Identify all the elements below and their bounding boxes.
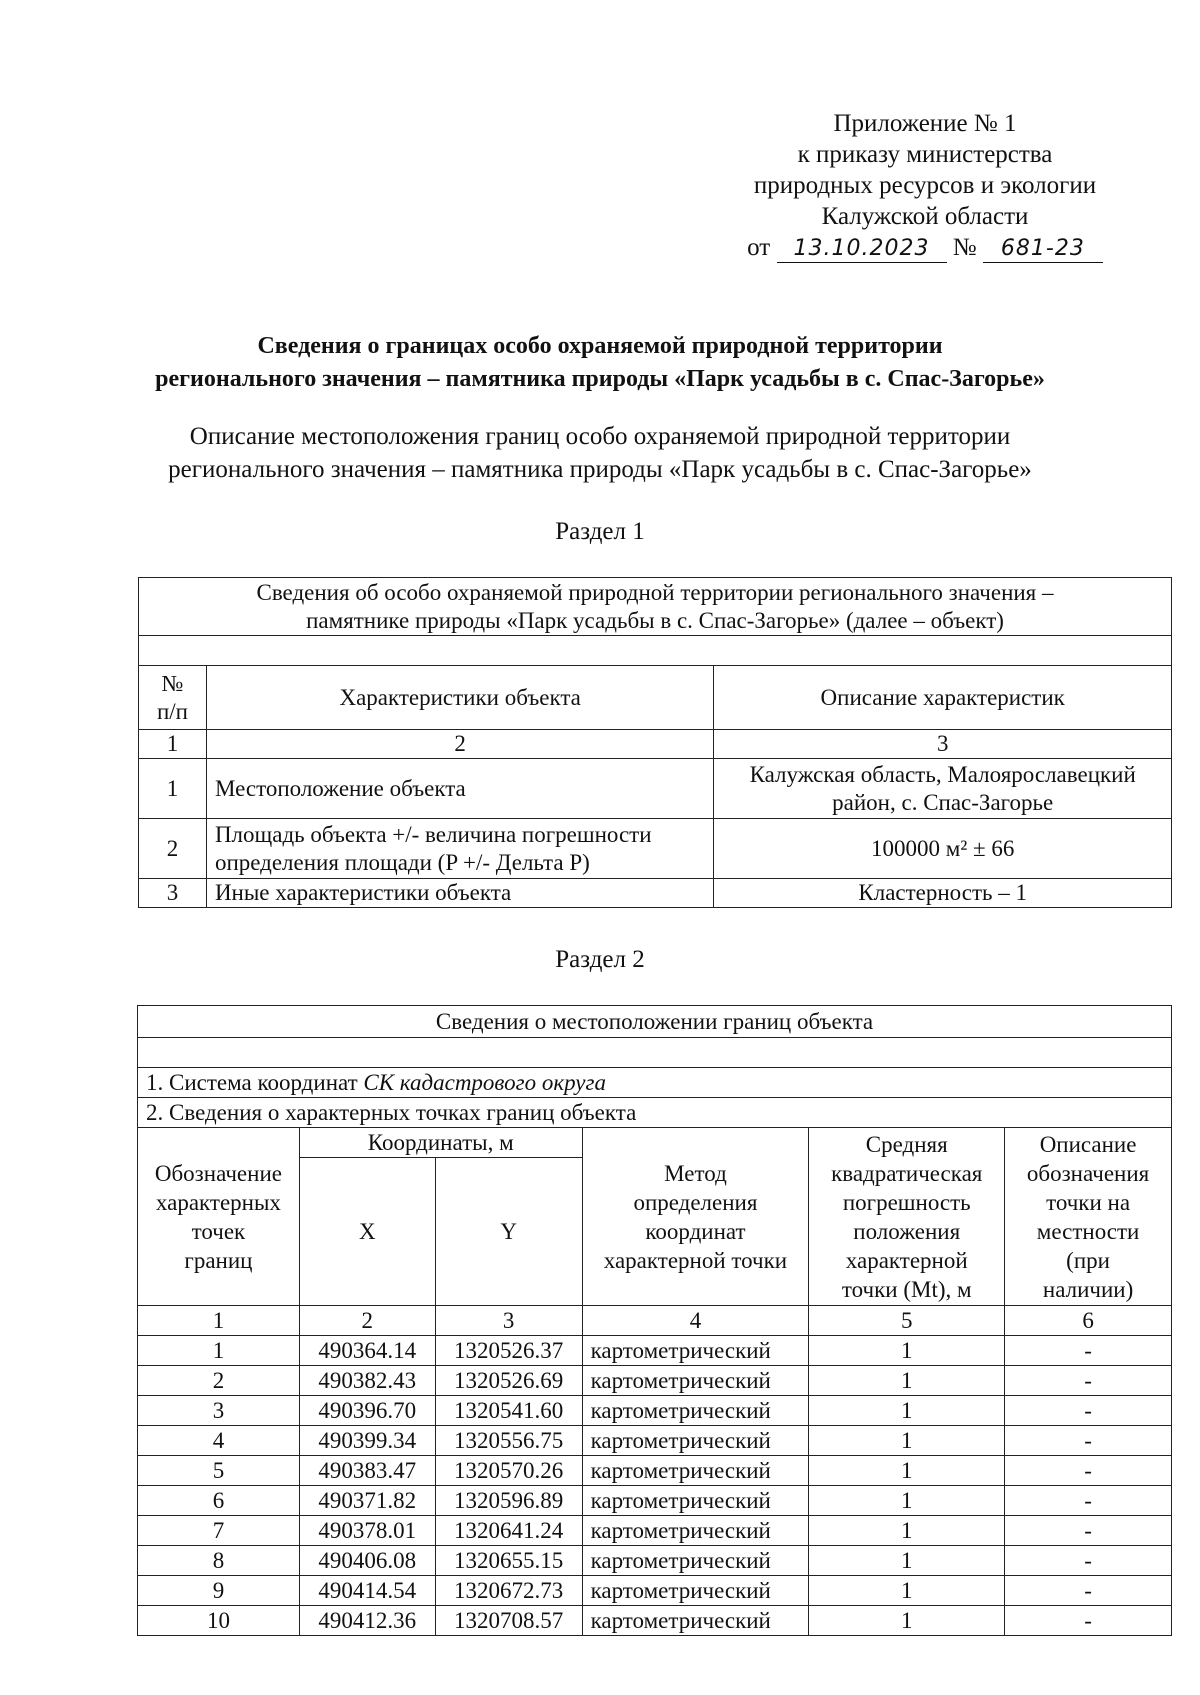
- header-text: погрешность: [842, 1189, 971, 1215]
- header-text: (при: [1066, 1247, 1110, 1273]
- header-text: точек: [191, 1218, 246, 1244]
- x-coordinate-cell: 490364.14: [299, 1336, 435, 1366]
- x-coordinate-cell: 490406.08: [299, 1546, 435, 1576]
- y-coordinate-cell: 1320570.26: [435, 1456, 582, 1486]
- section-2-caption-row: [138, 1006, 1172, 1038]
- table-row: [138, 1546, 1172, 1576]
- header-text: местности: [1036, 1218, 1140, 1244]
- section-1-header-row: [139, 666, 1172, 730]
- table-row: [139, 879, 1172, 908]
- empty-row: [138, 1038, 1172, 1068]
- title-line-1: Сведения о границах особо охраняемой природной территории: [257, 333, 943, 359]
- table-row: [138, 1426, 1172, 1456]
- section-1-caption-row: [139, 578, 1172, 636]
- section-1-table: [138, 577, 1172, 908]
- empty-row: [139, 636, 1172, 666]
- x-coordinate-cell: 490382.43: [299, 1366, 435, 1396]
- order-reference: [735, 232, 1115, 263]
- error-cell: 1: [809, 1456, 1005, 1486]
- point-id-cell: 10: [138, 1606, 300, 1636]
- note-cell: -: [1005, 1516, 1172, 1546]
- description-text: район, с. Спас-Загорье: [832, 789, 1054, 815]
- header-text: обозначения: [1026, 1160, 1150, 1186]
- coordinate-system-name: СК кадастрового округа: [363, 1070, 606, 1095]
- error-cell: 1: [809, 1396, 1005, 1426]
- description-line-1: Описание местоположения границ особо охраняемой природной территории: [189, 423, 1011, 450]
- note-cell: -: [1005, 1456, 1172, 1486]
- col-coordinates-header: Координаты, м: [299, 1128, 582, 1158]
- col-number-header: [139, 666, 207, 730]
- x-coordinate-cell: 490399.34: [299, 1426, 435, 1456]
- note-cell: -: [1005, 1366, 1172, 1396]
- method-cell: картометрический: [582, 1456, 809, 1486]
- x-coordinate-cell: 490378.01: [299, 1516, 435, 1546]
- y-coordinate-cell: 1320556.75: [435, 1426, 582, 1456]
- y-coordinate-cell: 1320526.69: [435, 1366, 582, 1396]
- error-cell: 1: [809, 1516, 1005, 1546]
- point-id-cell: 6: [138, 1486, 300, 1516]
- handwritten-order-date: 13.10.2023: [777, 236, 947, 263]
- note-cell: -: [1005, 1486, 1172, 1516]
- method-cell: картометрический: [582, 1396, 809, 1426]
- table-row: [138, 1396, 1172, 1426]
- description-heading: [0, 420, 1200, 486]
- col-designation-header: [138, 1128, 300, 1306]
- annex-header: [735, 108, 1115, 263]
- y-coordinate-cell: 1320655.15: [435, 1546, 582, 1576]
- method-cell: картометрический: [582, 1426, 809, 1456]
- y-coordinate-cell: 1320641.24: [435, 1516, 582, 1546]
- description-text: Калужская область, Малоярославецкий: [749, 761, 1136, 787]
- point-id-cell: 5: [138, 1456, 300, 1486]
- table-row: [138, 1456, 1172, 1486]
- annex-line-4: Калужской области: [821, 203, 1029, 230]
- note-cell: -: [1005, 1426, 1172, 1456]
- table-row: [138, 1336, 1172, 1366]
- points-heading: 2. Сведения о характерных точках границ объекта: [138, 1098, 1172, 1128]
- description-line-2: регионального значения – памятника природы «Парк усадьбы в с. Спас-Загорье»: [168, 456, 1032, 483]
- note-cell: -: [1005, 1576, 1172, 1606]
- column-number-row: [139, 730, 1172, 759]
- document-title: [0, 330, 1200, 396]
- header-text: квадратическая: [831, 1160, 983, 1186]
- error-cell: 1: [809, 1426, 1005, 1456]
- point-id-cell: 8: [138, 1546, 300, 1576]
- method-cell: картометрический: [582, 1606, 809, 1636]
- column-number: 2: [299, 1306, 435, 1336]
- points-table-body: [138, 1336, 1172, 1636]
- table-row: [138, 1606, 1172, 1636]
- from-prefix: от: [747, 234, 771, 261]
- coordinate-system-prefix: 1. Система координат: [146, 1070, 364, 1095]
- note-cell: -: [1005, 1606, 1172, 1636]
- y-coordinate-cell: 1320541.60: [435, 1396, 582, 1426]
- method-cell: картометрический: [582, 1366, 809, 1396]
- number-prefix: №: [952, 234, 977, 261]
- header-text: определения: [633, 1189, 758, 1215]
- coordinate-system-row: [138, 1068, 1172, 1098]
- error-cell: 1: [809, 1576, 1005, 1606]
- section-2-header-row: [138, 1128, 1172, 1158]
- characteristic-text: Местоположение объекта: [214, 775, 466, 801]
- error-cell: 1: [809, 1486, 1005, 1516]
- table-row: [139, 759, 1172, 819]
- header-text: наличии): [1042, 1276, 1134, 1302]
- description-cell: [714, 759, 1172, 819]
- point-id-cell: 9: [138, 1576, 300, 1606]
- section-1-caption: [139, 578, 1172, 636]
- title-line-2: регионального значения – памятника природы «Парк усадьбы в с. Спас-Загорье»: [155, 366, 1045, 392]
- method-cell: картометрический: [582, 1336, 809, 1366]
- note-cell: -: [1005, 1336, 1172, 1366]
- description-cell: 100000 м² ± 66: [714, 819, 1172, 879]
- x-coordinate-cell: 490412.36: [299, 1606, 435, 1636]
- annex-title: Приложение № 1: [833, 110, 1017, 137]
- header-text: характерной точки: [603, 1247, 788, 1273]
- point-id-cell: 7: [138, 1516, 300, 1546]
- caption-line-2: памятнике природы «Парк усадьбы в с. Спас-Загорье» (далее – объект): [306, 607, 1004, 633]
- col-method-header: [582, 1128, 809, 1306]
- error-cell: 1: [809, 1336, 1005, 1366]
- caption-line-1: Сведения об особо охраняемой природной территории регионального значения –: [256, 579, 1054, 605]
- error-cell: 1: [809, 1366, 1005, 1396]
- header-text: границ: [184, 1247, 253, 1273]
- characteristic-cell: Иные характеристики объекта: [206, 879, 713, 908]
- x-coordinate-cell: 490396.70: [299, 1396, 435, 1426]
- header-text: координат: [645, 1218, 746, 1244]
- error-cell: 1: [809, 1546, 1005, 1576]
- annex-line-3: природных ресурсов и экологии: [753, 172, 1097, 199]
- handwritten-order-number: 681-23: [983, 236, 1103, 263]
- col-error-header: [809, 1128, 1005, 1306]
- note-cell: -: [1005, 1396, 1172, 1426]
- characteristic-text: Площадь объекта +/- величина погрешности: [214, 821, 652, 847]
- point-id-cell: 2: [138, 1366, 300, 1396]
- column-number: 2: [206, 730, 713, 759]
- description-cell: Кластерность – 1: [714, 879, 1172, 908]
- annex-line-2: к приказу министерства: [797, 141, 1053, 168]
- header-text: Метод: [664, 1160, 727, 1186]
- x-coordinate-cell: 490371.82: [299, 1486, 435, 1516]
- error-cell: 1: [809, 1606, 1005, 1636]
- section-1-label: Раздел 1: [555, 518, 645, 545]
- section-2-table: [137, 1005, 1172, 1636]
- method-cell: картометрический: [582, 1576, 809, 1606]
- column-number: 4: [582, 1306, 809, 1336]
- column-number-row: [138, 1306, 1172, 1336]
- y-coordinate-cell: 1320708.57: [435, 1606, 582, 1636]
- points-heading-row: [138, 1098, 1172, 1128]
- method-cell: картометрический: [582, 1516, 809, 1546]
- y-coordinate-cell: 1320672.73: [435, 1576, 582, 1606]
- table-row: [138, 1366, 1172, 1396]
- header-text: Обозначение: [154, 1160, 282, 1186]
- header-text: характерных: [155, 1189, 281, 1215]
- col-y-header: Y: [435, 1158, 582, 1306]
- column-number: 3: [714, 730, 1172, 759]
- col-x-header: X: [299, 1158, 435, 1306]
- col-note-header: [1005, 1128, 1172, 1306]
- column-number: 1: [138, 1306, 300, 1336]
- y-coordinate-cell: 1320596.89: [435, 1486, 582, 1516]
- characteristic-cell: [206, 819, 713, 879]
- column-number: 5: [809, 1306, 1005, 1336]
- column-number: 6: [1005, 1306, 1172, 1336]
- col-characteristics-header: Характеристики объекта: [206, 666, 713, 730]
- characteristic-cell: [206, 759, 713, 819]
- header-text: Средняя: [865, 1131, 948, 1157]
- y-coordinate-cell: 1320526.37: [435, 1336, 582, 1366]
- col-number-line-1: №: [161, 670, 184, 696]
- header-text: Описание: [1039, 1131, 1137, 1157]
- method-cell: картометрический: [582, 1546, 809, 1576]
- point-id-cell: 1: [138, 1336, 300, 1366]
- header-text: положения: [853, 1218, 961, 1244]
- column-number: 3: [435, 1306, 582, 1336]
- column-number: 1: [139, 730, 207, 759]
- point-id-cell: 4: [138, 1426, 300, 1456]
- header-text: точки на: [1046, 1189, 1131, 1215]
- header-text: характерной: [845, 1247, 968, 1273]
- table-row: [138, 1516, 1172, 1546]
- section-2-caption: Сведения о местоположении границ объекта: [138, 1006, 1172, 1038]
- table-row: [138, 1486, 1172, 1516]
- header-text: точки (Mt), м: [841, 1276, 972, 1302]
- col-description-header: Описание характеристик: [714, 666, 1172, 730]
- row-number: 1: [139, 759, 207, 819]
- table-row: [139, 819, 1172, 879]
- col-number-line-2: п/п: [156, 698, 188, 724]
- characteristic-text: определения площади (P +/- Дельта P): [214, 849, 590, 875]
- coordinate-system: [138, 1068, 1172, 1098]
- point-id-cell: 3: [138, 1396, 300, 1426]
- row-number: 3: [139, 879, 207, 908]
- row-number: 2: [139, 819, 207, 879]
- x-coordinate-cell: 490383.47: [299, 1456, 435, 1486]
- x-coordinate-cell: 490414.54: [299, 1576, 435, 1606]
- section-2-label: Раздел 2: [555, 946, 645, 973]
- method-cell: картометрический: [582, 1486, 809, 1516]
- table-row: [138, 1576, 1172, 1606]
- note-cell: -: [1005, 1546, 1172, 1576]
